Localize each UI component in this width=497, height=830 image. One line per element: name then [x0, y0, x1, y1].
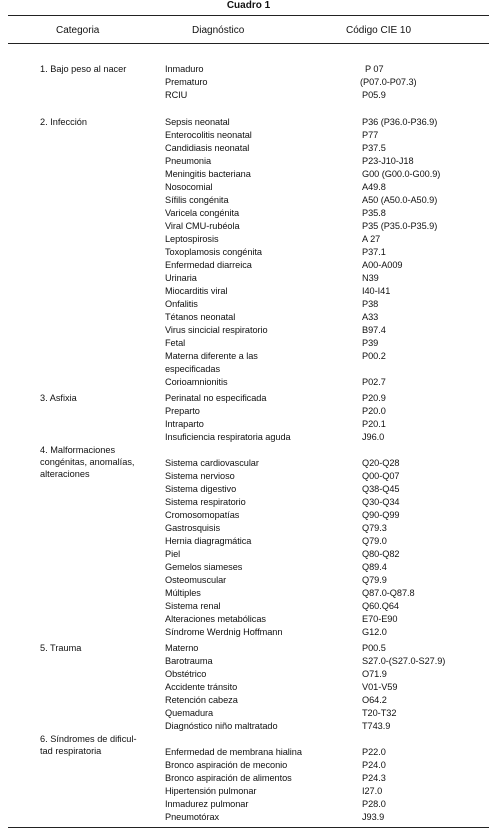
table-row — [0, 811, 497, 824]
table-row — [0, 194, 497, 207]
table-row — [0, 233, 497, 246]
table-row — [0, 668, 497, 681]
diagnosis-cell: Retención cabeza — [165, 695, 238, 705]
table-row — [0, 285, 497, 298]
code-cell: P23-J10-J18 — [362, 156, 414, 166]
code-cell: A00-A009 — [362, 260, 403, 270]
table-row — [0, 431, 497, 444]
diagnosis-cell: Pneumotórax — [165, 812, 220, 822]
table-row — [0, 337, 497, 350]
diagnosis-cell: Prematuro — [165, 77, 208, 87]
table-row — [0, 272, 497, 285]
table-row — [0, 655, 497, 668]
diagnosis-cell: Leptospirosis — [165, 234, 219, 244]
code-cell: Q79.0 — [362, 536, 387, 546]
diagnosis-cell: Meningitis bacteriana — [165, 169, 251, 179]
diagnosis-cell: Bronco aspiración de meconio — [165, 760, 288, 770]
code-cell: G12.0 — [362, 627, 387, 637]
table-row — [0, 798, 497, 811]
diagnosis-cell: Materna diferente a las — [165, 351, 258, 361]
diagnosis-cell: Insuficiencia respiratoria aguda — [165, 432, 291, 442]
diagnosis-cell: Piel — [165, 549, 181, 559]
diagnosis-cell: Inmaduro — [165, 64, 204, 74]
code-cell: P24.0 — [362, 760, 386, 770]
diagnosis-cell: Sistema nervioso — [165, 471, 235, 481]
code-cell: B97.4 — [362, 325, 386, 335]
diagnosis-cell: Perinatal no especificada — [165, 393, 267, 403]
table-row — [0, 392, 497, 405]
table-row — [0, 759, 497, 772]
code-cell: J96.0 — [362, 432, 385, 442]
table-row — [0, 207, 497, 220]
code-cell: (P07.0-P07.3) — [360, 77, 417, 87]
table-row — [0, 311, 497, 324]
code-cell: O71.9 — [362, 669, 387, 679]
diagnosis-cell: Fetal — [165, 338, 186, 348]
table-row — [0, 613, 497, 626]
table-row — [0, 363, 497, 376]
code-cell: P22.0 — [362, 747, 386, 757]
diagnosis-cell: Múltiples — [165, 588, 201, 598]
category-label: 2. Infección — [40, 117, 87, 127]
category-label: 6. Síndromes de dificul- tad respiratoria — [40, 734, 137, 756]
code-cell: P20.9 — [362, 393, 386, 403]
code-cell: P 07 — [365, 64, 384, 74]
table-row — [0, 470, 497, 483]
code-cell: P24.3 — [362, 773, 386, 783]
code-cell: Q89.4 — [362, 562, 387, 572]
table-row — [0, 642, 497, 655]
table-row — [0, 496, 497, 509]
code-cell: Q79.3 — [362, 523, 387, 533]
diagnosis-cell: Urinaria — [165, 273, 197, 283]
code-cell: I40-I41 — [362, 286, 391, 296]
code-cell: T20-T32 — [362, 708, 397, 718]
table-row — [0, 155, 497, 168]
table-row — [0, 63, 497, 76]
code-cell: Q00-Q07 — [362, 471, 400, 481]
table-row — [0, 350, 497, 363]
code-cell: E70-E90 — [362, 614, 398, 624]
code-cell: T743.9 — [362, 721, 391, 731]
code-cell: V01-V59 — [362, 682, 398, 692]
table-row — [0, 116, 497, 129]
table-row — [0, 220, 497, 233]
code-cell: Q79.9 — [362, 575, 387, 585]
diagnosis-cell: Quemadura — [165, 708, 214, 718]
code-cell: N39 — [362, 273, 379, 283]
table-row — [0, 587, 497, 600]
table-row — [0, 168, 497, 181]
diagnosis-cell: Onfalitis — [165, 299, 198, 309]
table-row — [0, 483, 497, 496]
diagnosis-cell: Bronco aspiración de alimentos — [165, 773, 292, 783]
table-row — [0, 548, 497, 561]
table-row — [0, 574, 497, 587]
diagnosis-cell: Corioamnionitis — [165, 377, 228, 387]
code-cell: O64.2 — [362, 695, 387, 705]
code-cell: J93.9 — [362, 812, 385, 822]
header-category: Categoria — [56, 25, 100, 36]
code-cell: P20.0 — [362, 406, 386, 416]
table-row — [0, 298, 497, 311]
diagnosis-cell: Candidiasis neonatal — [165, 143, 250, 153]
category-label: 4. Malformaciones congénitas, anomalías, alteraciones — [40, 445, 135, 479]
diagnosis-cell: Accidente tránsito — [165, 682, 238, 692]
table-row — [0, 720, 497, 733]
code-cell: P35.8 — [362, 208, 386, 218]
top-rule — [8, 15, 489, 16]
diagnosis-cell: Hernia diagragmática — [165, 536, 252, 546]
code-cell: A49.8 — [362, 182, 386, 192]
code-cell: Q80-Q82 — [362, 549, 400, 559]
code-cell: Q60.Q64 — [362, 601, 399, 611]
table-row — [0, 561, 497, 574]
diagnosis-cell: Sistema cardiovascular — [165, 458, 259, 468]
diagnosis-cell: Diagnóstico niño maltratado — [165, 721, 278, 731]
diagnosis-cell: Enterocolitis neonatal — [165, 130, 252, 140]
code-cell: P36 (P36.0-P36.9) — [362, 117, 438, 127]
diagnosis-cell: Enfermedad diarreica — [165, 260, 252, 270]
diagnosis-cell: Toxoplamosis congénita — [165, 247, 262, 257]
diagnosis-cell: Sistema renal — [165, 601, 221, 611]
table-row — [0, 626, 497, 639]
code-cell: Q38-Q45 — [362, 484, 400, 494]
diagnosis-cell: Obstétrico — [165, 669, 207, 679]
table-row — [0, 324, 497, 337]
diagnosis-cell: Alteraciones metabólicas — [165, 614, 266, 624]
diagnosis-cell: Osteomuscular — [165, 575, 227, 585]
table-row — [0, 418, 497, 431]
diagnosis-cell: RCIU — [165, 90, 188, 100]
code-cell: A 27 — [362, 234, 381, 244]
code-cell: P77 — [362, 130, 379, 140]
table-title: Cuadro 1 — [226, 0, 271, 11]
table-row — [0, 76, 497, 89]
table-row — [0, 772, 497, 785]
code-cell: P37.1 — [362, 247, 386, 257]
code-cell: P37.5 — [362, 143, 386, 153]
diagnosis-cell: Tétanos neonatal — [165, 312, 236, 322]
table-row — [0, 522, 497, 535]
code-cell: P00.2 — [362, 351, 386, 361]
code-cell: I27.0 — [362, 786, 383, 796]
code-cell: P02.7 — [362, 377, 386, 387]
diagnosis-cell: Miocarditis viral — [165, 286, 228, 296]
code-cell: S27.0-(S27.0-S27.9) — [362, 656, 446, 666]
diagnosis-cell: Pneumonia — [165, 156, 212, 166]
table-row — [0, 707, 497, 720]
category-label: 1. Bajo peso al nacer — [40, 64, 127, 74]
table-row — [0, 246, 497, 259]
bottom-rule — [8, 827, 489, 828]
code-cell: Q90-Q99 — [362, 510, 400, 520]
diagnosis-cell: Preparto — [165, 406, 200, 416]
diagnosis-cell: especificadas — [165, 364, 221, 374]
code-cell: P39 — [362, 338, 379, 348]
code-cell: P28.0 — [362, 799, 386, 809]
diagnosis-cell: Sistema digestivo — [165, 484, 237, 494]
diagnosis-cell: Varicela congénita — [165, 208, 240, 218]
header-code: Código CIE 10 — [346, 25, 412, 36]
table-row — [0, 509, 497, 522]
table-row — [0, 457, 497, 470]
code-cell: Q30-Q34 — [362, 497, 400, 507]
table-row — [0, 405, 497, 418]
diagnosis-cell: Viral CMU-rubéola — [165, 221, 240, 231]
table-row — [0, 535, 497, 548]
table-row — [0, 785, 497, 798]
category-label: 5. Trauma — [40, 643, 82, 653]
diagnosis-cell: Inmadurez pulmonar — [165, 799, 249, 809]
code-cell: A50 (A50.0-A50.9) — [362, 195, 438, 205]
code-cell: P38 — [362, 299, 379, 309]
table-row — [0, 142, 497, 155]
diagnosis-cell: Gemelos siameses — [165, 562, 243, 572]
category-label: 3. Asfixia — [40, 393, 77, 403]
code-cell: P05.9 — [362, 90, 386, 100]
diagnosis-cell: Enfermedad de membrana hialina — [165, 747, 302, 757]
diagnosis-cell: Sepsis neonatal — [165, 117, 230, 127]
diagnosis-cell: Barotrauma — [165, 656, 213, 666]
header-diagnosis: Diagnóstico — [192, 25, 245, 36]
code-cell: A33 — [362, 312, 379, 322]
code-cell: P20.1 — [362, 419, 386, 429]
code-cell: P00.5 — [362, 643, 386, 653]
table-row — [0, 376, 497, 389]
table-row — [0, 259, 497, 272]
diagnosis-cell: Síndrome Werdnig Hoffmann — [165, 627, 283, 637]
code-cell: G00 (G00.0-G00.9) — [362, 169, 441, 179]
table-row — [0, 600, 497, 613]
table-row — [0, 681, 497, 694]
table-row — [0, 694, 497, 707]
diagnosis-cell: Sistema respiratorio — [165, 497, 246, 507]
diagnosis-cell: Hipertensión pulmonar — [165, 786, 257, 796]
diagnosis-cell: Virus sincicial respiratorio — [165, 325, 268, 335]
diagnosis-cell: Intraparto — [165, 419, 204, 429]
diagnosis-cell: Gastrosquisis — [165, 523, 221, 533]
table-row — [0, 129, 497, 142]
table-row — [0, 89, 497, 102]
diagnosis-cell: Sífilis congénita — [165, 195, 229, 205]
diagnosis-cell: Materno — [165, 643, 199, 653]
table-row — [0, 181, 497, 194]
header-rule — [8, 43, 489, 44]
diagnosis-cell: Cromosomopatías — [165, 510, 240, 520]
code-cell: Q20-Q28 — [362, 458, 400, 468]
code-cell: Q87.0-Q87.8 — [362, 588, 415, 598]
code-cell: P35 (P35.0-P35.9) — [362, 221, 438, 231]
diagnosis-cell: Nosocomial — [165, 182, 213, 192]
table-row — [0, 746, 497, 759]
